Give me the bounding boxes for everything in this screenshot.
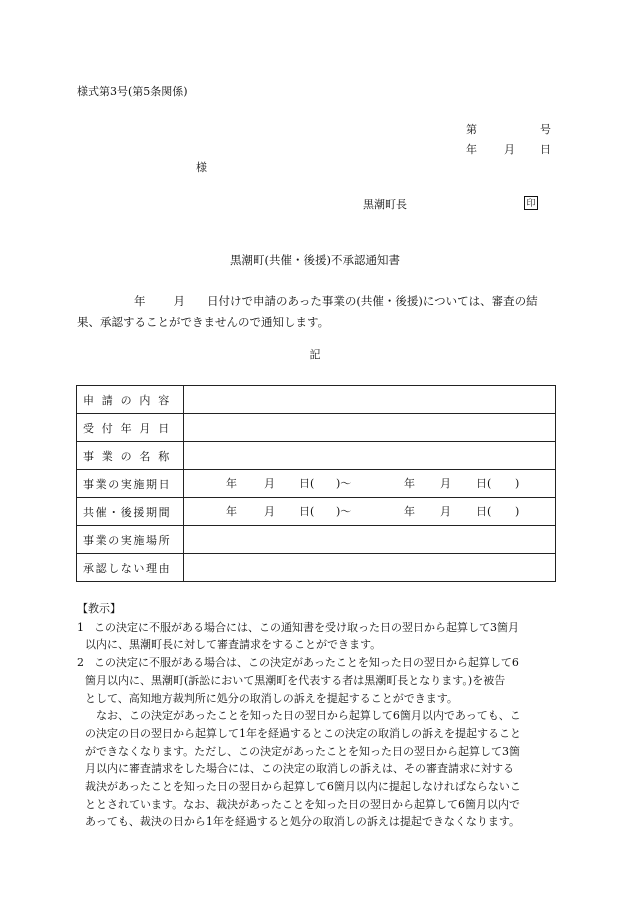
notice-item-line: として、高知地方裁判所に処分の取消しの訴えを提起することができます。 — [85, 691, 458, 705]
addressee-suffix: 様 — [196, 161, 207, 174]
row-value — [184, 554, 556, 582]
notice-extra-line: ととされています。なお、裁決があったことを知った日の翌日から起算して6箇月以内で — [85, 797, 521, 811]
end-day-label: 日( — [476, 505, 492, 518]
period-cell — [184, 498, 556, 526]
ki-marker: 記 — [309, 348, 321, 361]
day-label: 日 — [540, 143, 551, 156]
period-cell — [184, 470, 556, 498]
row-value — [184, 442, 556, 470]
month-label: 月 — [504, 143, 515, 156]
table-row — [77, 386, 556, 414]
notice-extra-line: ができなくなります。ただし、この決定があったことを知った日の翌日から起算して3箇 — [85, 744, 521, 758]
document-number-row — [466, 124, 550, 144]
notice-extra-line: 月以内に審査請求をした場合には、この決定の取消しの訴えは、その審査請求に対する — [85, 762, 514, 776]
notice-heading: 【教示】 — [77, 602, 121, 615]
table-row — [77, 470, 556, 498]
notice-extra-line: なお、この決定があったことを知った日の翌日から起算して6箇月以内であっても、こ — [96, 709, 521, 723]
start-close-tilde: )〜 — [336, 477, 352, 490]
body-line-1 — [77, 291, 555, 312]
dai-label: 第 — [466, 123, 477, 136]
notice-item-2 — [77, 654, 557, 707]
end-month-label: 月 — [440, 505, 451, 518]
body-year-label: 年 — [134, 294, 146, 308]
start-day-label: 日( — [299, 505, 315, 518]
issue-date-row — [466, 144, 550, 164]
year-label: 年 — [466, 143, 477, 156]
row-value — [184, 386, 556, 414]
issuer-name: 黒潮町長 — [363, 198, 407, 211]
document-number-date-block — [466, 124, 550, 164]
notice-item-number: 1 — [77, 620, 84, 634]
notice-extra-line: 裁決があったことを知った日の翌日から起算して6箇月以内に提起しなければならないこ — [85, 780, 521, 794]
end-year-label: 年 — [404, 477, 415, 490]
notice-item-number: 2 — [77, 656, 84, 670]
table-row — [77, 442, 556, 470]
seal-stamp-mark: 印 — [524, 196, 538, 210]
row-label: 申請の内容 — [77, 386, 184, 414]
end-close-paren: ) — [515, 505, 520, 518]
end-day-label: 日( — [476, 477, 492, 490]
row-label: 受付年月日 — [77, 414, 184, 442]
details-table — [76, 385, 556, 582]
start-year-label: 年 — [226, 505, 237, 518]
go-label: 号 — [540, 123, 551, 136]
end-year-label: 年 — [404, 505, 415, 518]
end-month-label: 月 — [440, 477, 451, 490]
end-close-paren: ) — [515, 477, 520, 490]
notice-extra-paragraph — [77, 707, 557, 831]
row-value — [184, 526, 556, 554]
row-value — [184, 414, 556, 442]
row-label: 承認しない理由 — [77, 554, 184, 582]
notice-extra-line: の決定の日の翌日から起算して1年を経過するとこの決定の取消しの訴えを提起すること — [85, 726, 521, 740]
notice-extra-line: あっても、裁決の日から1年を経過すると処分の取消しの訴えは提起できなくなります。 — [85, 815, 521, 829]
notice-item-line: 以内に、黒潮町長に対して審査請求をすることができます。 — [85, 638, 382, 652]
start-year-label: 年 — [226, 477, 237, 490]
table-row — [77, 554, 556, 582]
row-label: 事業の実施期日 — [77, 470, 184, 498]
form-number-label: 様式第3号(第5条関係) — [77, 85, 188, 98]
row-label: 事業の名称 — [77, 442, 184, 470]
notice-item-line: この決定に不服がある場合には、この通知書を受け取った日の翌日から起算して3箇月 — [94, 620, 519, 634]
notice-body-paragraph — [77, 291, 555, 333]
start-month-label: 月 — [264, 505, 275, 518]
start-close-tilde: )〜 — [336, 505, 352, 518]
start-day-label: 日( — [299, 477, 315, 490]
table-row — [77, 414, 556, 442]
table-row — [77, 526, 556, 554]
appeal-notice-section — [77, 600, 557, 831]
document-title: 黒潮町(共催・後援)不承認通知書 — [230, 253, 400, 267]
notice-item-line: 箇月以内に、黒潮町(訴訟において黒潮町を代表する者は黒潮町長となります。)を被告 — [85, 673, 506, 687]
table-row — [77, 498, 556, 526]
start-month-label: 月 — [264, 477, 275, 490]
row-label: 共催・後援期間 — [77, 498, 184, 526]
body-text-1: 日付けで申請のあった事業の(共催・後援)については、審査の結 — [207, 294, 538, 308]
body-month-label: 月 — [173, 294, 185, 308]
notice-item-line: この決定に不服がある場合は、この決定があったことを知った日の翌日から起算して6 — [94, 656, 519, 670]
body-text-2: 果、承認することができませんので通知します。 — [77, 315, 330, 329]
row-label: 事業の実施場所 — [77, 526, 184, 554]
notice-item-1 — [77, 619, 557, 654]
